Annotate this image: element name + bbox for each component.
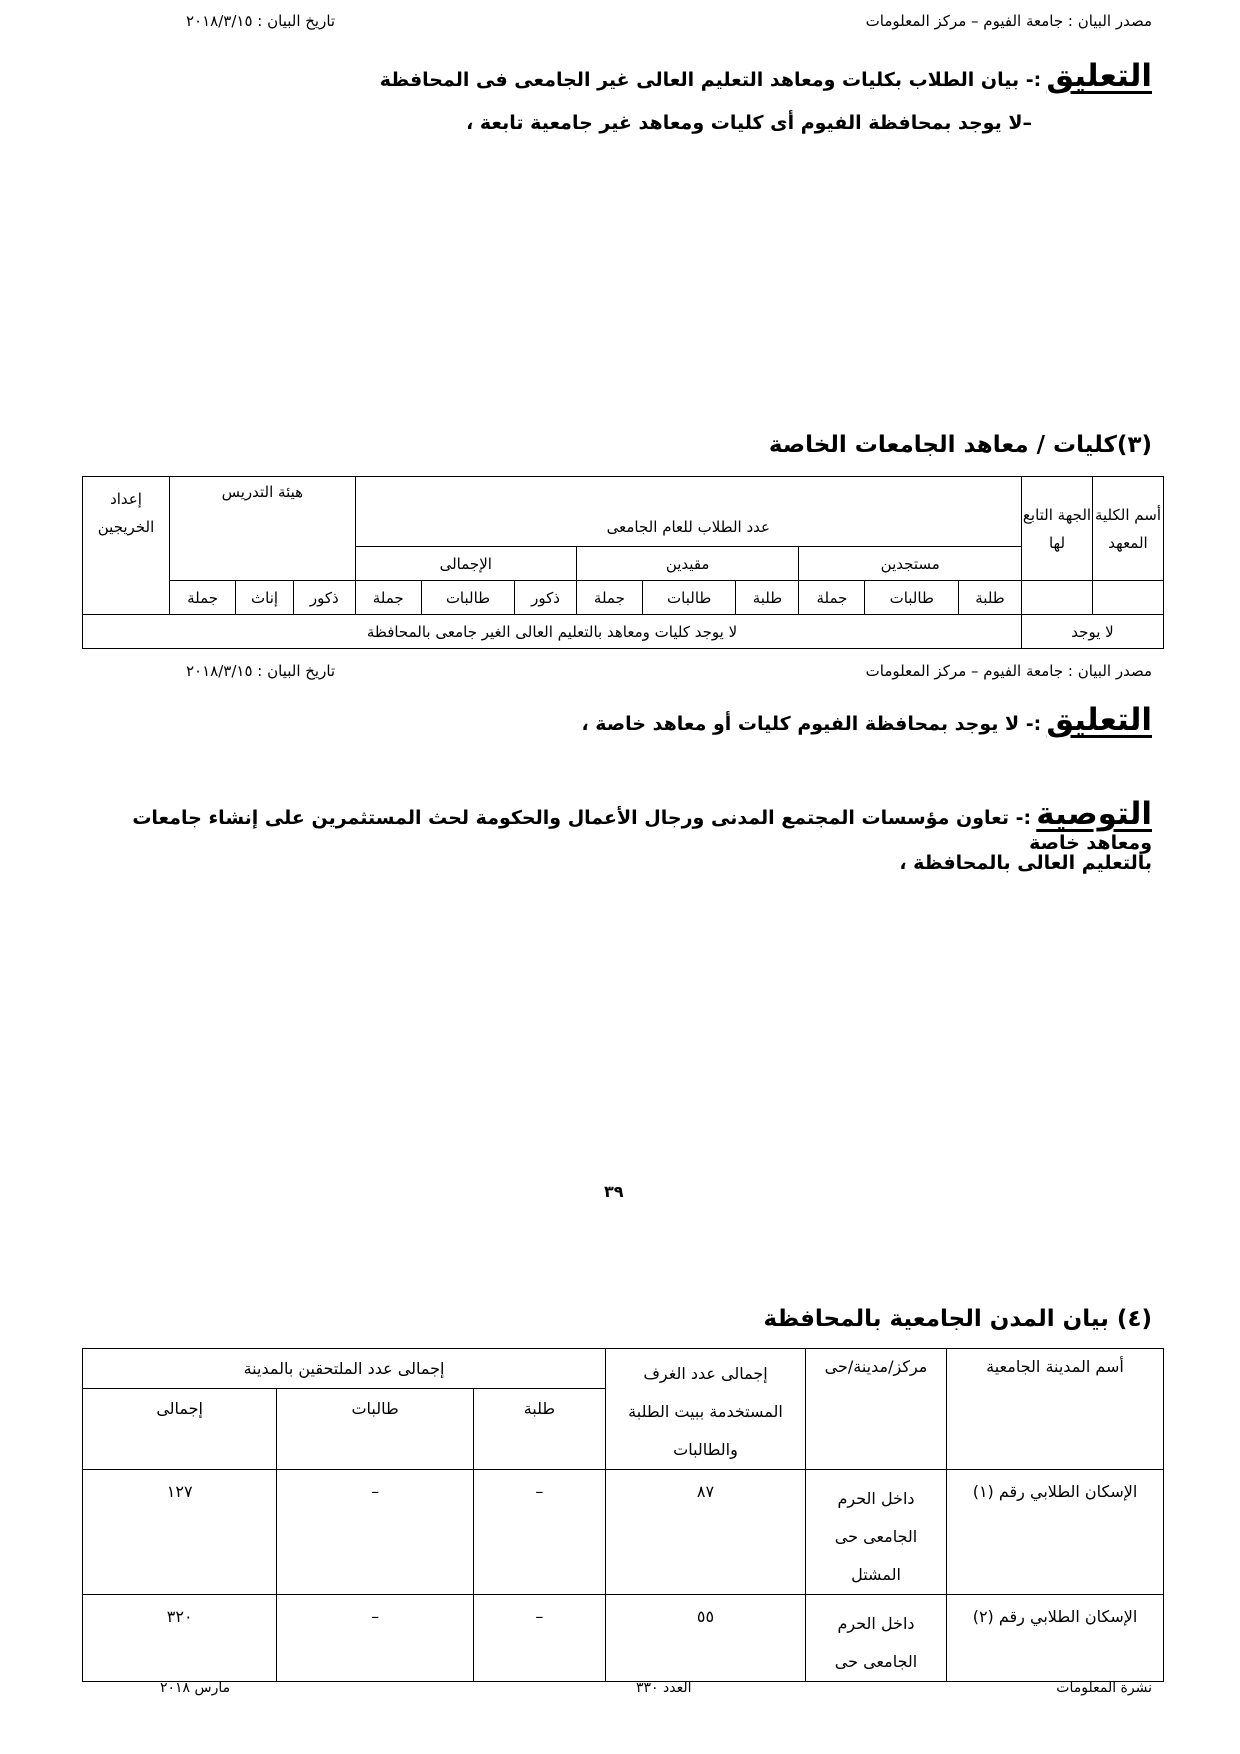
city-location: داخل الحرم الجامعى حى (806, 1595, 947, 1682)
footer-issue: العدد ٣٣٠ (636, 1680, 692, 1696)
comment-2 (152, 702, 1152, 738)
section-4-title: (٤) بيان المدن الجامعية بالمحافظة (763, 1306, 1152, 1332)
sub-header: ذكور (294, 581, 356, 615)
sub-header: طلبة (959, 581, 1022, 615)
city-male: – (473, 1595, 605, 1682)
col-header-staff: هيئة التدريس (170, 477, 356, 581)
table-row (83, 1595, 1164, 1682)
col-header-students: عدد الطلاب للعام الجامعى (355, 477, 1021, 547)
city-name: الإسكان الطلابي رقم (١) (947, 1470, 1164, 1595)
sub-header: إناث (236, 581, 294, 615)
city-male: – (473, 1470, 605, 1595)
data-date-2: تاريخ البيان : ٢٠١٨/٣/١٥ (186, 662, 336, 680)
comment-line: –لا يوجد بمحافظة الفيوم أى كليات ومعاهد غير جامعية تابعة ، (466, 112, 1032, 134)
section-3-title: (٣)كليات / معاهد الجامعات الخاصة (768, 432, 1152, 458)
sub-header: ذكور (515, 581, 577, 615)
city-total: ١٢٧ (83, 1470, 277, 1595)
col-header-female: طالبات (277, 1389, 474, 1470)
recommendation-line: بالتعليم العالى بالمحافظة ، (899, 852, 1152, 874)
sub-header: جملة (576, 581, 642, 615)
sub-header: طلبة (736, 581, 799, 615)
comment-label: التعليق (1046, 58, 1152, 94)
comment-1 (152, 58, 1152, 94)
recommendation-text: :- تعاون مؤسسات المجتمع المدنى ورجال الأعمال والحكومة لحث المستثمرين على إنشاء جامعات ومعاهد خاصة (132, 807, 1152, 854)
university-cities-table (82, 1348, 1164, 1682)
row-text: لا يوجد كليات ومعاهد بالتعليم العالى الغير جامعى بالمحافظة (83, 615, 1022, 649)
page-number: ٣٩ (604, 1182, 624, 1201)
col-header-male: طلبة (473, 1389, 605, 1470)
data-source-2: مصدر البيان : جامعة الفيوم – مركز المعلومات (865, 662, 1152, 680)
col-placeholder (1022, 581, 1093, 615)
sub-header: جملة (170, 581, 236, 615)
col-header-enrolled-total: إجمالى عدد الملتحقين بالمدينة (83, 1349, 606, 1389)
city-location: داخل الحرم الجامعى حى المشتل (806, 1470, 947, 1595)
col-header-name: أسم الكلية المعهد (1093, 477, 1164, 581)
col-header-rooms: إجمالى عدد الغرف المستخدمة ببيت الطلبة والطالبات (606, 1349, 806, 1470)
city-name: الإسكان الطلابي رقم (٢) (947, 1595, 1164, 1682)
footer-bulletin: نشرة المعلومات (1056, 1680, 1152, 1696)
col-header-total: إجمالى (83, 1389, 277, 1470)
city-female: – (277, 1595, 474, 1682)
sub-header: طالبات (642, 581, 736, 615)
footer-month: مارس ٢٠١٨ (160, 1680, 231, 1696)
row-label: لا يوجد (1022, 615, 1164, 649)
sub-header: جملة (355, 581, 421, 615)
col-placeholder (1093, 581, 1164, 615)
table-row (83, 1470, 1164, 1595)
col-header-total: الإجمالى (355, 547, 576, 581)
comment-label: التعليق (1046, 702, 1152, 738)
sub-header: جملة (799, 581, 865, 615)
recommendation-label: التوصية (1036, 796, 1152, 832)
col-header-graduates: إعداد الخريجين (83, 477, 170, 615)
city-rooms: ٥٥ (606, 1595, 806, 1682)
sub-header: طالبات (421, 581, 515, 615)
city-rooms: ٨٧ (606, 1470, 806, 1595)
city-female: – (277, 1470, 474, 1595)
data-date: تاريخ البيان : ٢٠١٨/٣/١٥ (186, 12, 336, 30)
data-source: مصدر البيان : جامعة الفيوم – مركز المعلومات (865, 12, 1152, 30)
col-header-city-name: أسم المدينة الجامعية (947, 1349, 1164, 1470)
col-header-affiliation: الجهة التابع لها (1022, 477, 1093, 581)
comment-text: :- لا يوجد بمحافظة الفيوم كليات أو معاهد خاصة ، (581, 713, 1042, 735)
city-total: ٣٢٠ (83, 1595, 277, 1682)
col-header-enrolled: مقيدين (576, 547, 799, 581)
col-header-new: مستجدين (799, 547, 1022, 581)
recommendation (72, 796, 1152, 854)
comment-text: :- بيان الطلاب بكليات ومعاهد التعليم العالى غير الجامعى فى المحافظة (379, 69, 1042, 91)
private-colleges-table (82, 476, 1164, 649)
sub-header: طالبات (865, 581, 959, 615)
col-header-location: مركز/مدينة/حى (806, 1349, 947, 1470)
